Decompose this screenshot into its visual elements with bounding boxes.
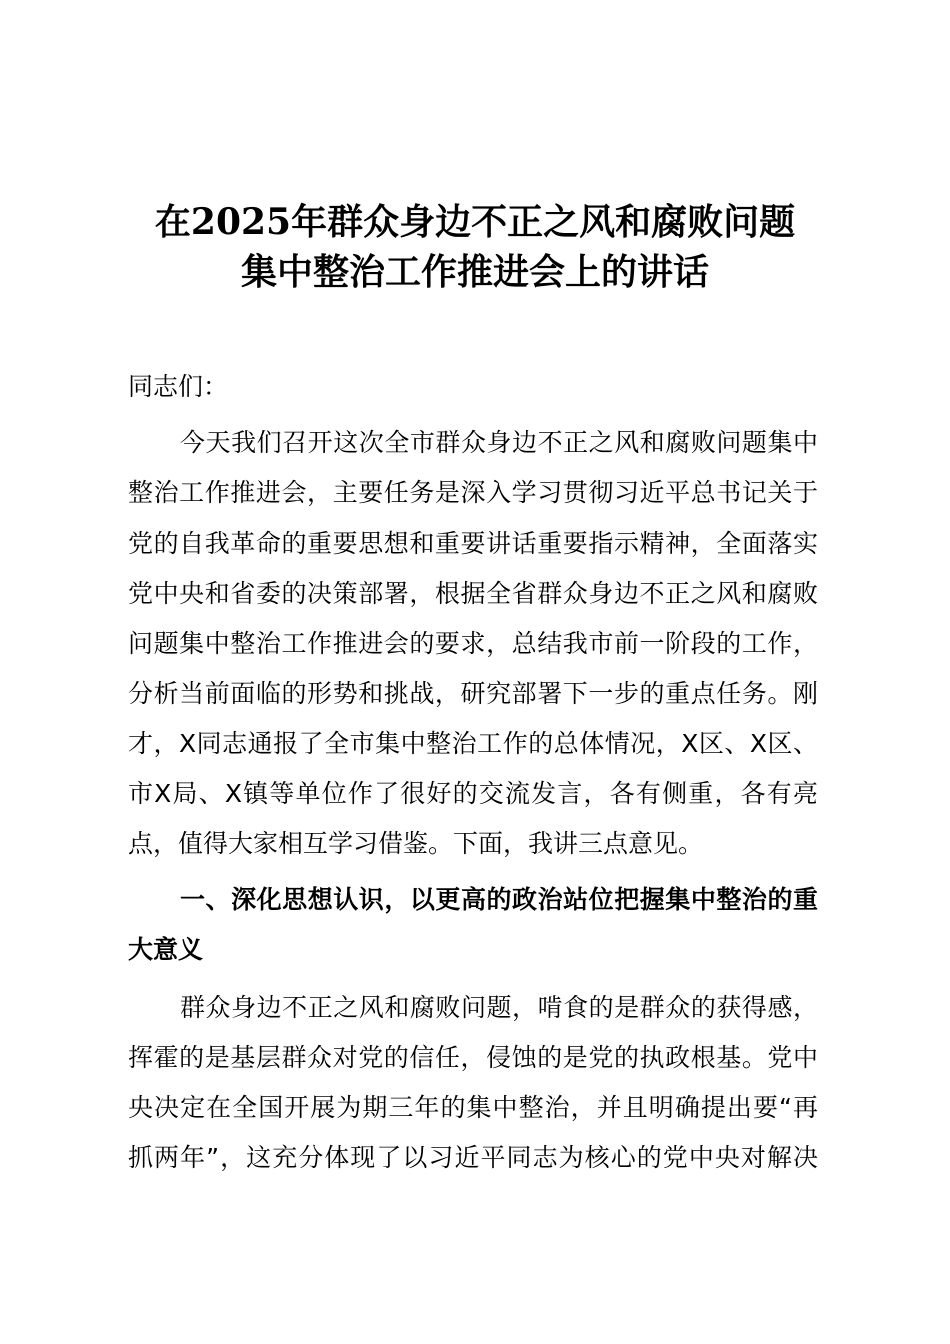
paragraph-line: 整治工作推进会，主要任务是深入学习贯彻习近平总书记关于 (128, 478, 818, 507)
document-title-line-2: 集中整治工作推进会上的讲话 (240, 251, 709, 293)
heading-line: 大意义 (128, 935, 204, 964)
paragraph-line: 党的自我革命的重要思想和重要讲话重要指示精神，全面落实 (128, 529, 818, 558)
paragraph-line: 点，值得大家相互学习借鉴。下面，我讲三点意见。 (128, 829, 704, 858)
document-title-line-1: 在2025年群众身边不正之风和腐败问题 (154, 201, 796, 243)
paragraph-line: 挥霍的是基层群众对党的信任，侵蚀的是党的执政根基。党中 (128, 1043, 818, 1072)
paragraph-line: 分析当前面临的形势和挑战，研究部署下一步的重点任务。刚 (128, 679, 818, 708)
paragraph-line: 市X局、X镇等单位作了很好的交流发言，各有侧重，各有亮 (128, 779, 818, 808)
heading-line: 一、深化思想认识，以更高的政治站位把握集中整治的重 (180, 885, 818, 914)
paragraph-line: 才，X同志通报了全市集中整治工作的总体情况，X区、X区、 (128, 729, 818, 758)
paragraph-line: 党中央和省委的决策部署，根据全省群众身边不正之风和腐败 (128, 579, 818, 608)
salutation: 同志们： (128, 372, 229, 401)
paragraph-line: 抓两年”，这充分体现了以习近平同志为核心的党中央对解决 (128, 1143, 818, 1172)
paragraph-line: 群众身边不正之风和腐败问题，啃食的是群众的获得感， (180, 993, 818, 1022)
paragraph-line: 今天我们召开这次全市群众身边不正之风和腐败问题集中 (180, 428, 818, 457)
paragraph-line: 问题集中整治工作推进会的要求，总结我市前一阶段的工作， (128, 629, 818, 658)
paragraph-line: 央决定在全国开展为期三年的集中整治，并且明确提出要“再 (128, 1093, 818, 1122)
